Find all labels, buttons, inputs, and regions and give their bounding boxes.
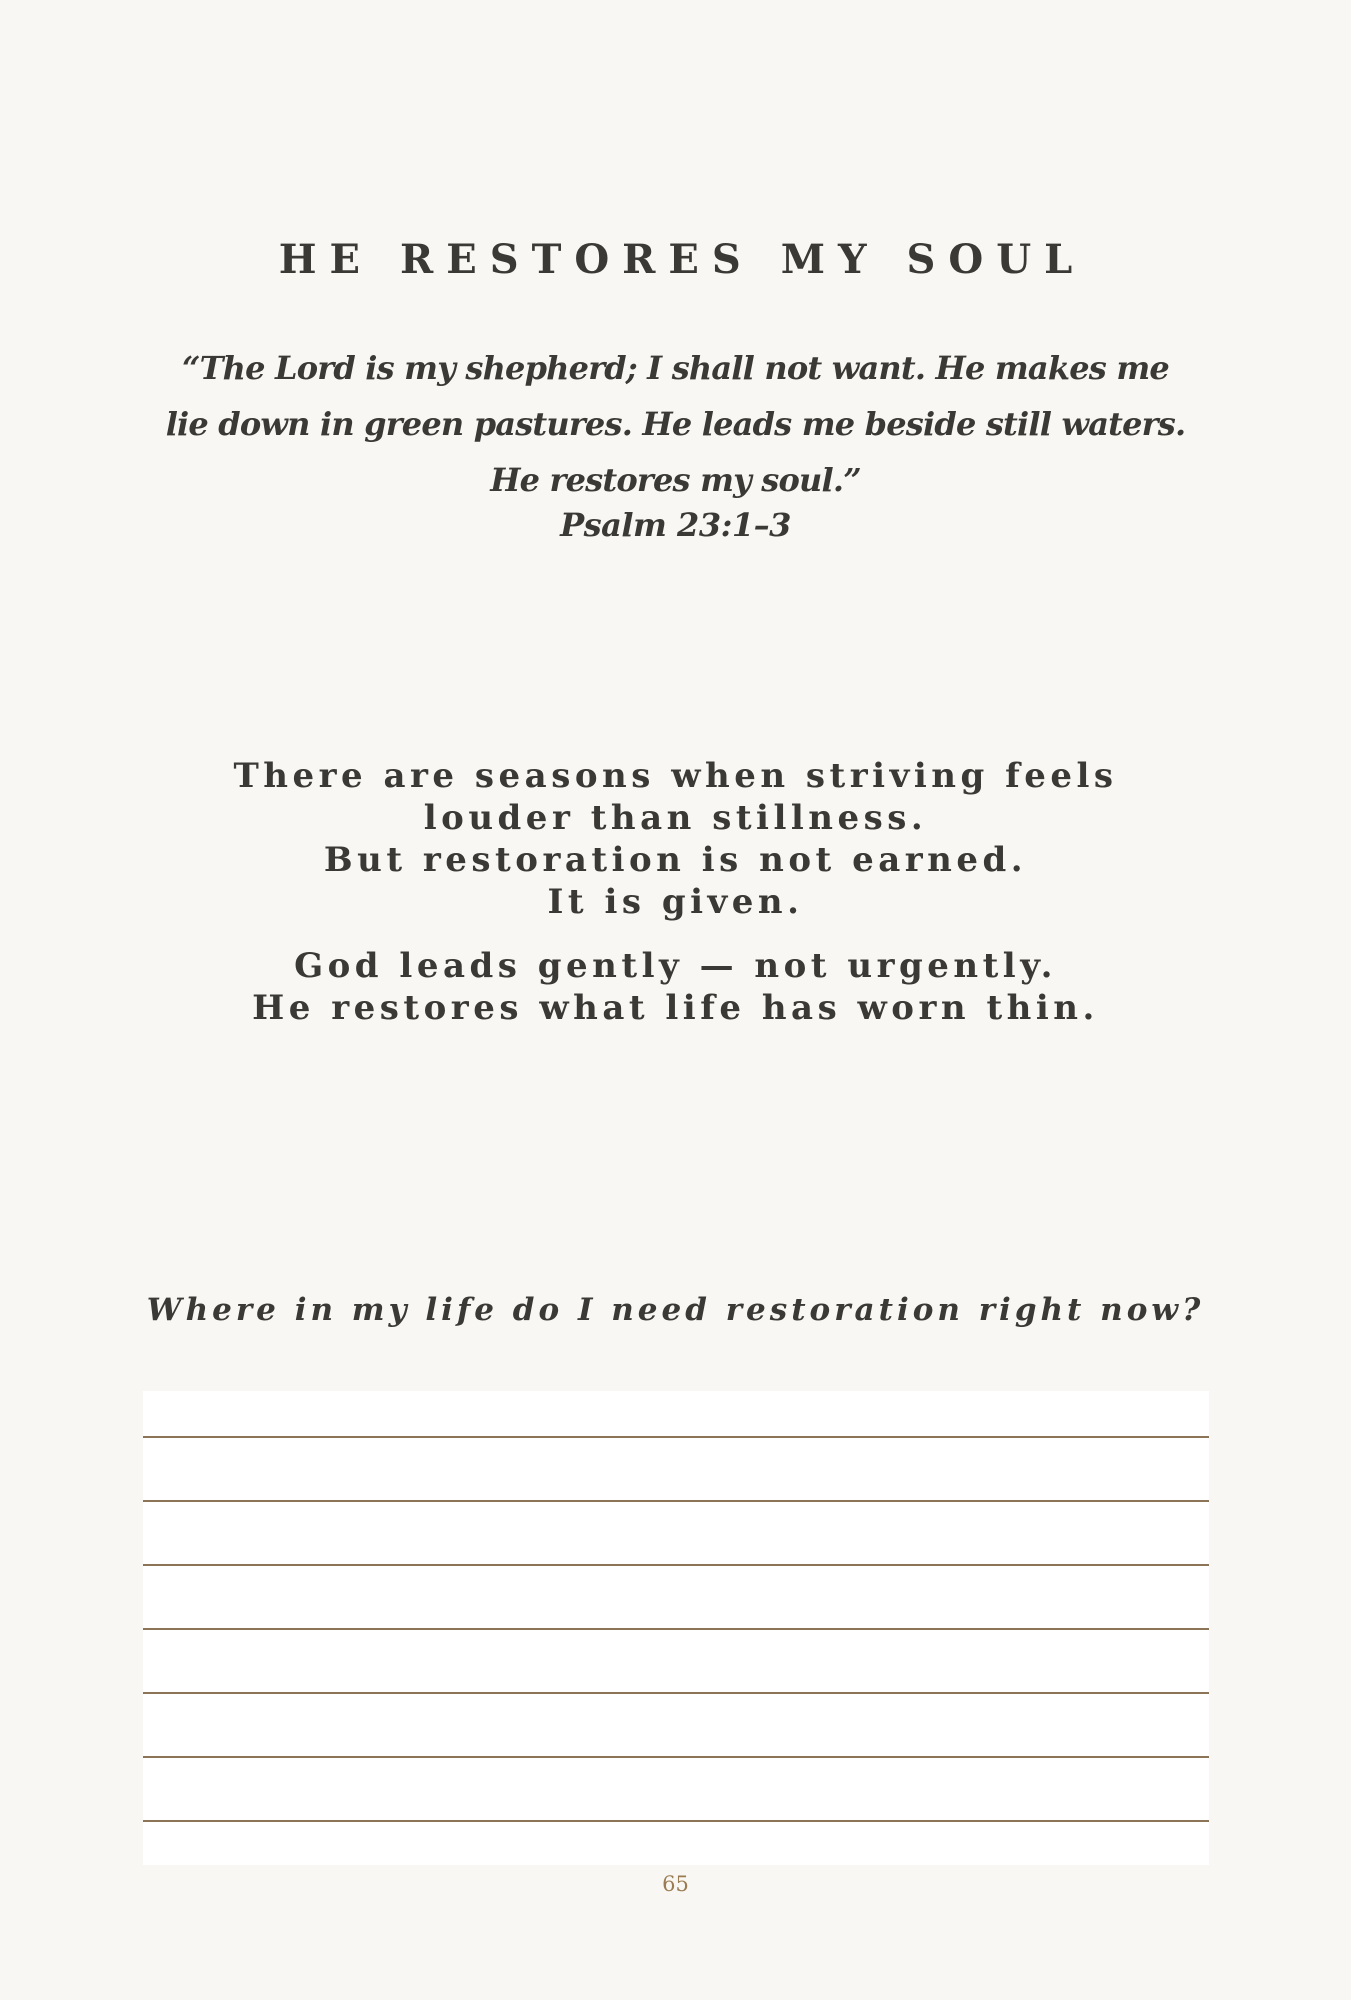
- page-title: HE RESTORES MY SOUL: [278, 236, 1086, 283]
- reflection-text: [100, 755, 1251, 1029]
- journal-prompt: Where in my life do I need restoration right now?: [146, 1292, 1205, 1328]
- reflection-line: He restores what life has worn thin.: [252, 988, 1099, 1028]
- reflection-line: But restoration is not earned.: [323, 840, 1028, 880]
- writing-line[interactable]: [143, 1500, 1209, 1502]
- writing-line[interactable]: [143, 1692, 1209, 1694]
- scripture-line: lie down in green pastures. He leads me beside still waters.: [165, 405, 1186, 443]
- writing-line[interactable]: [143, 1564, 1209, 1566]
- scripture-line: He restores my soul.”: [490, 461, 861, 499]
- paragraph-gap: [100, 923, 1251, 945]
- scripture-reference: Psalm 23:1–3: [560, 506, 791, 544]
- writing-line[interactable]: [143, 1628, 1209, 1630]
- reflection-line: It is given.: [547, 882, 804, 922]
- reflection-line: louder than stillness.: [423, 798, 928, 838]
- scripture-quote: [150, 340, 1201, 508]
- reflection-line: There are seasons when striving feels: [233, 756, 1118, 796]
- journal-writing-area[interactable]: [143, 1391, 1209, 1865]
- writing-line[interactable]: [143, 1820, 1209, 1822]
- reflection-line: God leads gently — not urgently.: [294, 946, 1057, 986]
- scripture-line: “The Lord is my shepherd; I shall not want. He makes me: [182, 349, 1169, 387]
- writing-line[interactable]: [143, 1756, 1209, 1758]
- writing-line[interactable]: [143, 1436, 1209, 1438]
- page-number: 65: [662, 1872, 689, 1896]
